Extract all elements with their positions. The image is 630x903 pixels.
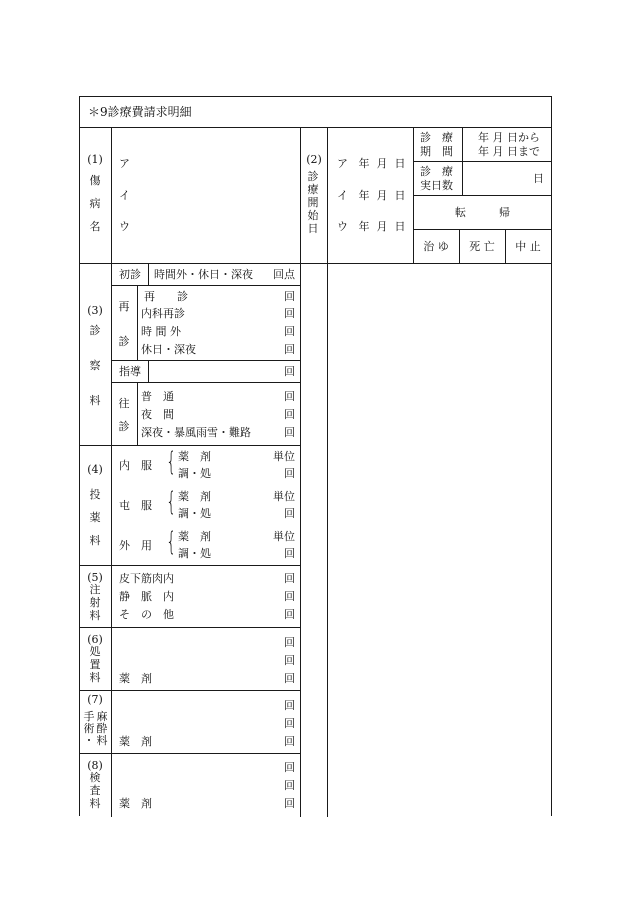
surgery-label-col2-2: 酔 xyxy=(96,722,108,735)
surgery-section-number: (7) xyxy=(87,693,103,706)
exam-label-2: 査 xyxy=(89,784,101,797)
revisit-label-2: 診 xyxy=(118,335,130,348)
revisit-row-2: 内科再診 xyxy=(141,307,185,320)
days-unit: 日 xyxy=(533,172,544,185)
internal-med-drug: 薬 剤 xyxy=(178,450,211,463)
external-med-drug-unit: 単位 xyxy=(273,530,295,543)
day-unit: 日 xyxy=(394,189,406,202)
exam-drug: 薬 剤 xyxy=(119,797,152,810)
period-row-rule xyxy=(413,161,552,162)
treatment-section-number: (6) xyxy=(87,633,103,646)
injection-section-number: (5) xyxy=(87,571,103,584)
revisit-row-4: 休日・深夜 xyxy=(141,343,196,356)
treatment-unit-2: 回 xyxy=(284,654,295,667)
surgery-label-col1-3: ・ xyxy=(83,734,95,747)
visit-unit-1: 回 xyxy=(284,390,295,403)
internal-med-drug-unit: 単位 xyxy=(273,450,295,463)
revisit-row-1: 再 診 xyxy=(144,290,188,303)
guidance-row-bottom xyxy=(111,382,301,383)
period-from: 年 月 日から xyxy=(478,131,540,144)
consult-section-number: (3) xyxy=(87,304,103,317)
disease-item-a: ア xyxy=(119,157,130,170)
title-bottom-rule xyxy=(79,127,552,128)
asneeded-med-disp: 調・処 xyxy=(178,507,211,520)
revisit-label-divider xyxy=(137,285,138,360)
treatment-label-1: 処 xyxy=(89,645,101,658)
injection-label-2: 射 xyxy=(89,596,101,609)
guidance-label: 指導 xyxy=(119,365,141,378)
surgery-unit-2: 回 xyxy=(284,717,295,730)
day-unit: 日 xyxy=(394,220,406,233)
surgery-label-col2-3: 料 xyxy=(96,734,108,747)
visit-label-divider xyxy=(137,382,138,445)
startdate-label-3: 開 xyxy=(307,196,319,209)
period-label-line1: 診 療 xyxy=(420,131,453,144)
days-label-line2: 実日数 xyxy=(420,179,453,192)
month-unit: 月 xyxy=(376,157,388,170)
injection-row-3: そ の 他 xyxy=(119,608,174,621)
consult-label-3: 料 xyxy=(89,394,101,407)
injection-row-1: 皮下筋肉内 xyxy=(119,572,174,585)
external-med-disp: 調・処 xyxy=(178,547,211,560)
surgery-unit-1: 回 xyxy=(284,699,295,712)
startdate-label-5: 日 xyxy=(307,222,319,235)
asneeded-med-drug-unit: 単位 xyxy=(273,490,295,503)
treatment-drug: 薬 剤 xyxy=(119,672,152,685)
injection-unit-3: 回 xyxy=(284,608,295,621)
guidance-label-divider xyxy=(148,360,149,382)
period-label-line2: 期 間 xyxy=(420,145,453,158)
treatment-unit-3: 回 xyxy=(284,672,295,685)
section-label-divider xyxy=(111,263,112,817)
startdate-row-u xyxy=(337,220,406,233)
injection-unit-2: 回 xyxy=(284,590,295,603)
visit-row-1: 普 通 xyxy=(141,390,174,403)
consult-label-1: 診 xyxy=(89,324,101,337)
asneeded-med-drug: 薬 剤 xyxy=(178,490,211,503)
month-unit: 月 xyxy=(376,189,388,202)
initial-unit: 回点 xyxy=(273,268,295,281)
internal-med-brace: { xyxy=(166,447,177,477)
sep-consult-bottom xyxy=(79,445,301,446)
exam-unit-3: 回 xyxy=(284,797,295,810)
internal-med-disp-unit: 回 xyxy=(284,467,295,480)
internal-med-label: 内 服 xyxy=(119,459,152,472)
exam-unit-1: 回 xyxy=(284,761,295,774)
outcome-row-rule xyxy=(413,229,552,230)
disease-label-3: 名 xyxy=(89,220,101,233)
disease-item-i: イ xyxy=(119,189,130,202)
days-row-rule xyxy=(413,195,552,196)
exam-label-3: 料 xyxy=(89,797,101,810)
external-med-label: 外 用 xyxy=(119,539,152,552)
startdate-label-4: 始 xyxy=(307,209,319,222)
revisit-label-1: 再 xyxy=(118,300,130,313)
visit-unit-3: 回 xyxy=(284,426,295,439)
injection-unit-1: 回 xyxy=(284,572,295,585)
surgery-label-col2-1: 麻 xyxy=(96,710,108,723)
exam-label-1: 検 xyxy=(89,771,101,784)
guidance-unit: 回 xyxy=(284,365,295,378)
visit-row-2: 夜 間 xyxy=(141,408,174,421)
surgery-drug: 薬 剤 xyxy=(119,735,152,748)
revisit-unit-1: 回 xyxy=(284,290,295,303)
outcome-cured: 治 ゆ xyxy=(423,240,449,253)
exam-section-number: (8) xyxy=(87,759,103,772)
startdate-section-number: (2) xyxy=(306,153,322,166)
visit-row-3: 深夜・暴風雨雪・難路 xyxy=(141,426,251,439)
disease-label-divider xyxy=(111,127,112,263)
disease-item-u: ウ xyxy=(119,220,130,233)
month-unit: 月 xyxy=(376,220,388,233)
year-unit: 年 xyxy=(358,220,370,233)
year-unit: 年 xyxy=(358,157,370,170)
injection-row-2: 静 脈 内 xyxy=(119,590,174,603)
frame-right xyxy=(551,96,552,816)
sep-treatment-bottom xyxy=(79,690,301,691)
upper-bottom-rule xyxy=(79,263,552,264)
days-label-line1: 診 療 xyxy=(420,165,453,178)
sep-medication-bottom xyxy=(79,565,301,566)
asneeded-med-brace: { xyxy=(166,487,177,517)
visit-label-1: 往 xyxy=(118,397,130,410)
surgery-unit-3: 回 xyxy=(284,735,295,748)
injection-label-3: 料 xyxy=(89,609,101,622)
year-unit: 年 xyxy=(358,189,370,202)
disease-label-2: 病 xyxy=(89,197,101,210)
medication-label-3: 料 xyxy=(89,534,101,547)
revisit-unit-2: 回 xyxy=(284,307,295,320)
medication-label-2: 薬 xyxy=(89,511,101,524)
consult-label-2: 察 xyxy=(89,359,101,372)
revisit-row-bottom xyxy=(111,360,301,361)
sep-surgery-bottom xyxy=(79,753,301,754)
sep-injection-bottom xyxy=(79,627,301,628)
visit-unit-2: 回 xyxy=(284,408,295,421)
initial-detail: 時間外・休日・深夜 xyxy=(154,268,253,281)
disease-label-1: 傷 xyxy=(89,174,101,187)
startdate-row-a xyxy=(337,157,406,170)
startdate-label-divider xyxy=(327,127,328,817)
visit-label-2: 診 xyxy=(118,420,130,433)
startdate-label-1: 診 xyxy=(307,170,319,183)
frame-left xyxy=(79,96,80,816)
startdate-mark: ア xyxy=(337,157,348,170)
initial-label: 初診 xyxy=(119,268,141,281)
treatment-label-3: 料 xyxy=(89,671,101,684)
internal-med-disp: 調・処 xyxy=(178,467,211,480)
revisit-unit-3: 回 xyxy=(284,325,295,338)
initial-row-bottom xyxy=(111,285,301,286)
disease-right-divider xyxy=(300,127,301,817)
startdate-label-2: 療 xyxy=(307,183,319,196)
disease-section-number: (1) xyxy=(87,153,103,166)
medication-section-number: (4) xyxy=(87,463,103,476)
period-to: 年 月 日まで xyxy=(478,145,540,158)
asneeded-med-label: 屯 服 xyxy=(119,499,152,512)
frame-top xyxy=(79,96,552,97)
external-med-brace: { xyxy=(166,527,177,557)
startdate-mark: イ xyxy=(337,189,348,202)
form-title: ＊9診療費請求明細 xyxy=(88,105,192,119)
external-med-disp-unit: 回 xyxy=(284,547,295,560)
external-med-drug: 薬 剤 xyxy=(178,530,211,543)
initial-label-divider xyxy=(148,263,149,285)
outcome-label: 転 帰 xyxy=(455,206,510,219)
surgery-label-col1-2: 術 xyxy=(83,722,95,735)
outcome-died: 死 亡 xyxy=(469,240,495,253)
treatment-label-2: 置 xyxy=(89,658,101,671)
revisit-unit-4: 回 xyxy=(284,343,295,356)
surgery-label-col1-1: 手 xyxy=(83,710,95,723)
injection-label-1: 注 xyxy=(89,583,101,596)
medication-label-1: 投 xyxy=(89,488,101,501)
revisit-row-3: 時 間 外 xyxy=(141,325,181,338)
day-unit: 日 xyxy=(394,157,406,170)
startdate-mark: ウ xyxy=(337,220,348,233)
exam-unit-2: 回 xyxy=(284,779,295,792)
treatment-unit-1: 回 xyxy=(284,636,295,649)
asneeded-med-disp-unit: 回 xyxy=(284,507,295,520)
startdate-row-i xyxy=(337,189,406,202)
outcome-stopped: 中 止 xyxy=(515,240,541,253)
